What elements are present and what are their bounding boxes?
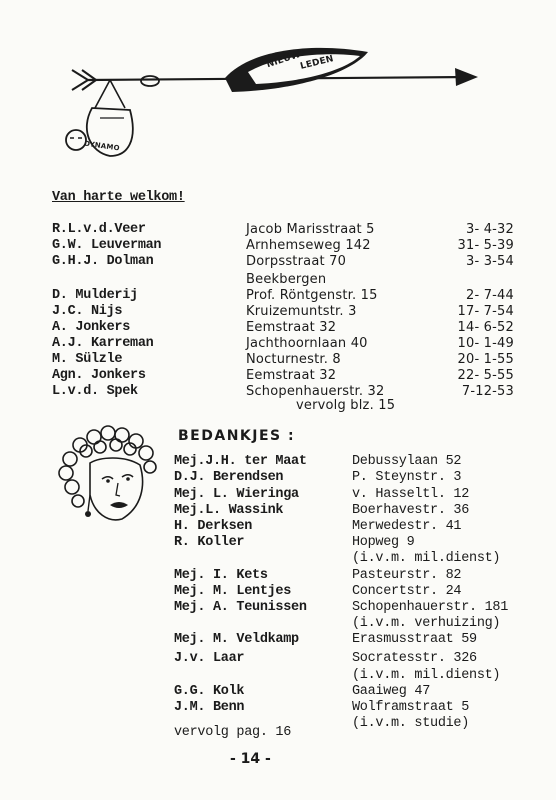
welcome-member-address: Kruizemuntstr. 3 (246, 304, 357, 319)
welcome-member-address: Beekbergen (246, 272, 327, 287)
thanks-entry-name: Mej. I. Kets (174, 568, 268, 583)
woman-portrait-illustration (50, 415, 170, 535)
thanks-entry-name: Mej. A. Teunissen (174, 600, 307, 615)
welcome-member-name: A.J. Karreman (52, 336, 154, 351)
thanks-entry-name: J.v. Laar (174, 651, 245, 666)
welcome-member-birthdate: 20- 1-55 (457, 352, 514, 367)
thanks-entry-address: Hopweg 9 (352, 535, 415, 550)
welcome-member-address: Jacob Marisstraat 5 (246, 222, 375, 237)
welcome-member-address: Eemstraat 32 (246, 320, 337, 335)
welcome-member-name: L.v.d. Spek (52, 384, 138, 399)
thanks-continued: vervolg pag. 16 (174, 725, 292, 740)
welcome-member-address: Prof. Röntgenstr. 15 (246, 288, 378, 303)
thanks-entry-address: P. Steynstr. 3 (352, 470, 462, 485)
welcome-member-birthdate: 10- 1-49 (457, 336, 514, 351)
welcome-member-birthdate: 2- 7-44 (466, 288, 514, 303)
thanks-entry-name: Mej.J.H. ter Maat (174, 454, 307, 469)
thanks-entry-name: Mej. M. Lentjes (174, 584, 292, 599)
thanks-entry-address: (i.v.m. verhuizing) (352, 616, 501, 631)
welcome-member-birthdate: 31- 5-39 (457, 238, 514, 253)
thanks-entry-address: v. Hasseltl. 12 (352, 487, 470, 502)
thanks-entry-address: Erasmusstraat 59 (352, 632, 477, 647)
thanks-entry-name: Mej. M. Veldkamp (174, 632, 299, 647)
welcome-member-birthdate: 7-12-53 (461, 384, 514, 399)
welcome-member-birthdate: 22- 5-55 (457, 368, 514, 383)
welcome-member-birthdate: 17- 7-54 (457, 304, 514, 319)
thanks-entry-name: J.M. Benn (174, 700, 245, 715)
welcome-heading: Van harte welkom! (52, 190, 185, 205)
welcome-member-address: Schopenhauerstr. 32 (246, 384, 385, 399)
thanks-heading: BEDANKJES : (178, 428, 296, 444)
welcome-member-birthdate: 14- 6-52 (457, 320, 514, 335)
thanks-entry-address: (i.v.m. mil.dienst) (352, 551, 501, 566)
welcome-member-name: G.H.J. Dolman (52, 254, 154, 269)
thanks-entry-name: Mej. L. Wieringa (174, 487, 299, 502)
thanks-entry-name: H. Derksen (174, 519, 253, 534)
thanks-entry-name: G.G. Kolk (174, 684, 245, 699)
thanks-entry-address: Pasteurstr. 82 (352, 568, 462, 583)
banner-label-leden: LEDEN (299, 54, 335, 72)
welcome-member-address: Nocturnestr. 8 (246, 352, 341, 367)
welcome-member-name: R.L.v.d.Veer (52, 222, 146, 237)
welcome-continued: vervolg blz. 15 (296, 398, 396, 413)
bundle-label-dynamo: DYNAMO (83, 139, 121, 153)
welcome-member-name: G.W. Leuverman (52, 238, 162, 253)
welcome-member-address: Dorpsstraat 70 (246, 254, 347, 269)
welcome-member-name: A. Jonkers (52, 320, 131, 335)
welcome-member-address: Jachthoornlaan 40 (246, 336, 368, 351)
thanks-entry-address: Merwedestr. 41 (352, 519, 462, 534)
thanks-entry-address: Debussylaan 52 (352, 454, 462, 469)
welcome-member-birthdate: 3- 4-32 (466, 222, 514, 237)
thanks-entry-name: Mej.L. Wassink (174, 503, 284, 518)
welcome-member-address: Arnhemseweg 142 (246, 238, 371, 253)
thanks-entry-address: (i.v.m. studie) (352, 716, 470, 731)
welcome-member-name: M. Sülzle (52, 352, 123, 367)
thanks-entry-address: Concertstr. 24 (352, 584, 462, 599)
thanks-entry-address: Socratesstr. 326 (352, 651, 477, 666)
welcome-member-name: J.C. Nijs (52, 304, 123, 319)
thanks-entry-address: Schopenhauerstr. 181 (352, 600, 509, 615)
thanks-entry-address: Wolframstraat 5 (352, 700, 470, 715)
welcome-member-address: Eemstraat 32 (246, 368, 337, 383)
thanks-entry-name: R. Koller (174, 535, 245, 550)
banner-label-nieuwe: NIEUWE (265, 47, 309, 71)
welcome-member-birthdate: 3- 3-54 (466, 254, 514, 269)
thanks-entry-name: D.J. Berendsen (174, 470, 284, 485)
stork-arrow-illustration (0, 0, 556, 180)
page-number: - 14 - (230, 751, 271, 767)
welcome-member-name: D. Mulderij (52, 288, 138, 303)
welcome-member-name: Agn. Jonkers (52, 368, 146, 383)
thanks-entry-address: Boerhavestr. 36 (352, 503, 470, 518)
thanks-entry-address: Gaaiweg 47 (352, 684, 431, 699)
thanks-entry-address: (i.v.m. mil.dienst) (352, 668, 501, 683)
